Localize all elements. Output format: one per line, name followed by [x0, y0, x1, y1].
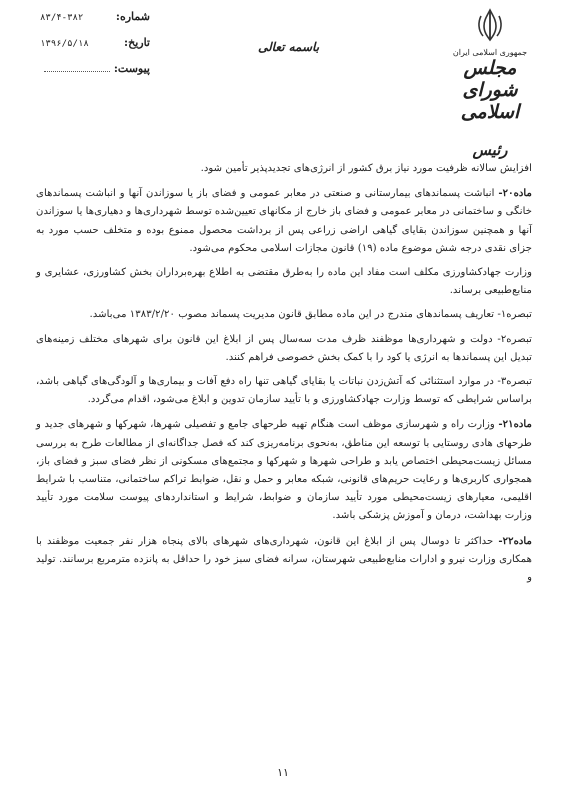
article-21-text: وزارت راه و شهرسازی موظف است هنگام تهیه طرحهای جامع و تفصیلی شهرها، شهرکها و شهرهای جدید و طرحهای هادی روستایی با توسعه این مناطق، به‌نحوی برنامه‌ریزی کند که فصل جداگانه‌ای از مطالعات طرح به بررسی مسائل زیست‌محیطی اختصاص یابد و طراحی شهرها و شهرکها و مجتمع‌های مسکونی از نظر فضای سبز و فضای باز، همجواری کاربری‌ها و رعایت حریم‌های قانونی، شبکه معابر و حمل و نقل، ضوابط تراکم ساختمانی، متناسب با شرایط اقلیمی، معیارهای زیست‌محیطی مورد تأیید سازمان و ضوابط، شرایط و استانداردهای پیوست سلامت مورد تأیید وزارت بهداشت، درمان و آموزش پزشکی باشد. [36, 419, 532, 522]
institution-name: مجلس شورای اسلامی [460, 57, 520, 123]
iran-emblem-icon [475, 8, 505, 42]
article-22-title: ماده۲۲- [498, 534, 532, 547]
number-row [40, 10, 150, 36]
article-20-title: ماده۲۰- [498, 187, 532, 200]
article-20-text: انباشت پسماندهای بیمارستانی و صنعتی در معابر عمومی و فضای باز یا سوزاندن آنها و انباشت پسماندهای خانگی و ساختمانی در معابر عمومی و فضای باز خارج از مکانهای تعیین‌شده توسط شهرداری‌ها و دهیاری‌ها یا سوزاندن آنها و همچنین سوزاندن بقایای گیاهی اراضی زراعی پس از برداشت محصول ممنوع بوده و متخلف حسب مورد به جزای نقدی درجه شش موضوع ماده (۱۹) قانون مجازات اسلامی محکوم می‌شود. [36, 188, 532, 254]
note-3: تبصره۳- در موارد استثنائی که آتش‌زدن نباتات یا بقایای گیاهی تنها راه دفع آفات و بیماری‌ها و آلودگی‌های گیاهی باشد، براساس شرایطی که توسط وزارت جهادکشاورزی و با تأیید سازمان تدوین و ابلاغ می‌شود، اقدام می‌گردد. [36, 376, 532, 406]
article-21-title: ماده۲۱- [498, 418, 532, 431]
paragraph-agriculture: وزارت جهادکشاورزی مکلف است مفاد این ماده را به‌طرق مقتضی به اطلاع بهره‌برداران بخش کشاورزی، عشایری و منابع‌طبیعی برساند. [36, 267, 532, 297]
attachment-line [44, 71, 110, 72]
letter-meta [40, 10, 150, 88]
attachment-label: پیوست: [113, 62, 150, 75]
attachment-row [40, 62, 150, 88]
letterhead [436, 8, 544, 159]
paragraph-intro: افزایش سالانه ظرفیت مورد نیاز برق کشور از انرژی‌های تجدیدپذیر تأمین شود. [200, 163, 532, 174]
article-22 [36, 532, 532, 588]
note-2: تبصره۲- دولت و شهرداری‌ها موظفند ظرف مدت سه‌سال پس از ابلاغ این قانون برای شهرهای مختلف زمینه‌های تبدیل این پسماندها به انرژی یا کود را با کمک بخش خصوصی فراهم کنند. [36, 333, 532, 363]
note-1: تبصره۱- تعاریف پسماندهای مندرج در این ماده مطابق قانون مدیریت پسماند مصوب ۱۳۸۳/۲/۲۰ می‌باشد. [89, 309, 532, 321]
body-text [36, 160, 532, 593]
number-value: ۸۳/۴-۳۸۲ [40, 13, 84, 23]
article-21 [36, 415, 532, 525]
chair-title: رئیس [472, 141, 508, 159]
date-value: ۱۳۹۶/۵/۱۸ [40, 39, 89, 49]
basmala: باسمه تعالی [258, 40, 320, 54]
page-number: ۱۱ [277, 766, 289, 779]
date-label: تاریخ: [124, 36, 150, 49]
article-20 [36, 184, 532, 258]
date-row [40, 36, 150, 62]
number-label: شماره: [115, 10, 150, 23]
article-22-text: حداکثر تا دوسال پس از ابلاغ این قانون، شهرداری‌های شهرهای بالای پنجاه هزار نفر جمعیت موظفند با همکاری وزارت نیرو و ادارات منابع‌طبیعی شهرستان، سرانه فضای سبز خود را حداقل به پانزده مترمربع برسانند. تولید و [36, 535, 532, 584]
republic-line: جمهوری اسلامی ایران [452, 48, 528, 57]
